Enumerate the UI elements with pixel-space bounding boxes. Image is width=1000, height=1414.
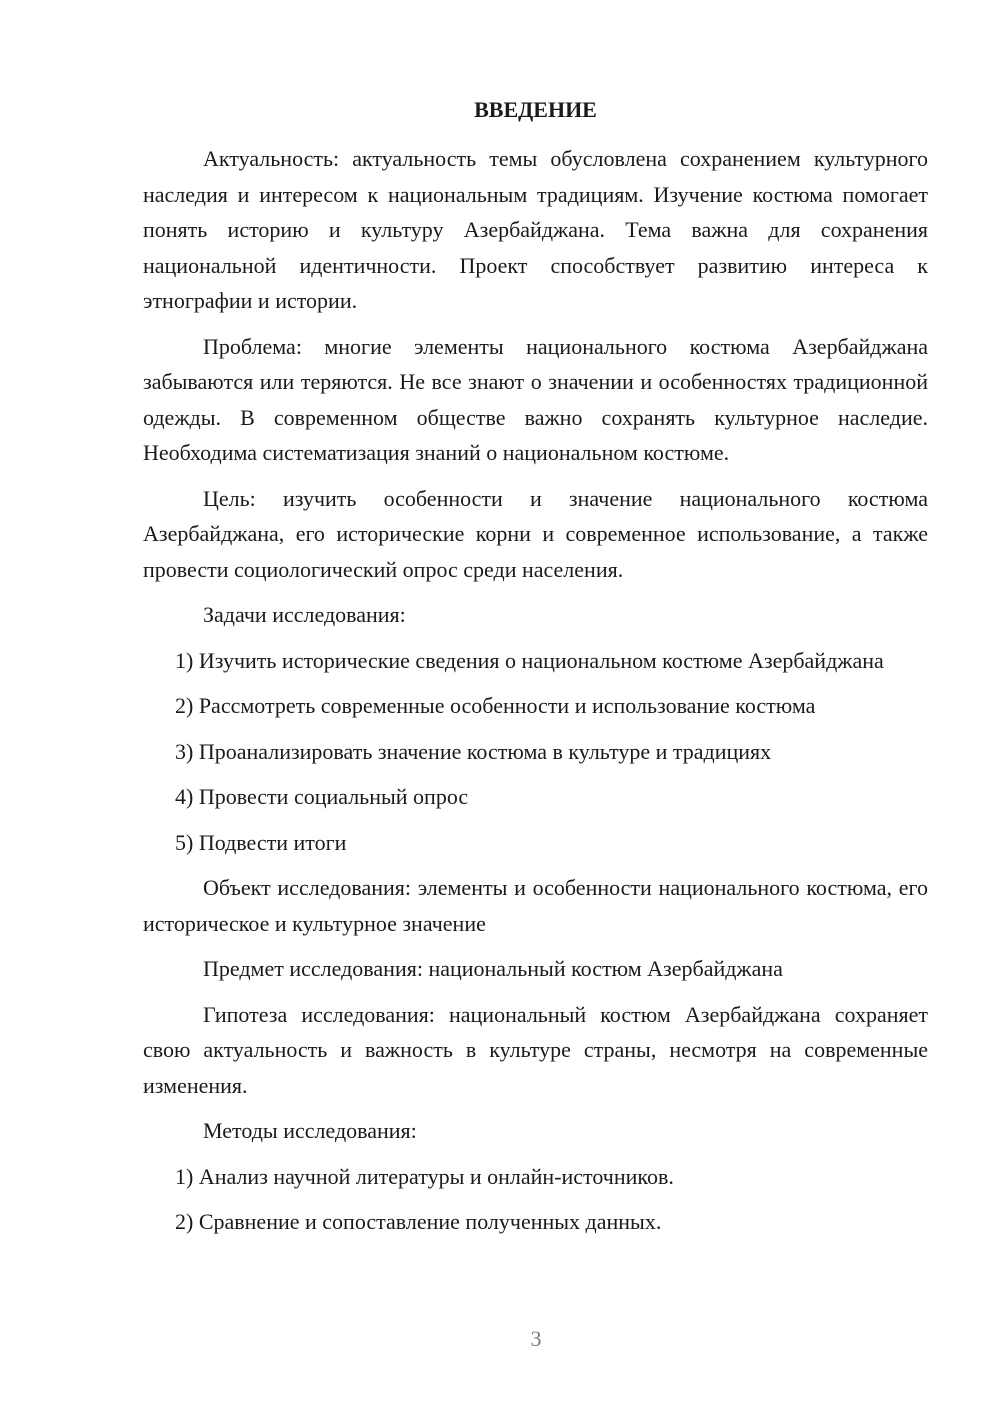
goal-paragraph: Цель: изучить особенности и значение национального костюма Азербайджана, его исторические корни и современное использование, а также провести социологический опрос среди населения. bbox=[143, 485, 928, 582]
task-item: 5) Подвести итоги bbox=[175, 829, 347, 855]
task-item: 1) Изучить исторические сведения о национальном костюме Азербайджана bbox=[175, 647, 884, 673]
page-title: ВВЕДЕНИЕ bbox=[474, 97, 597, 122]
document-body bbox=[143, 92, 928, 1250]
subject-paragraph: Предмет исследования: национальный костюм Азербайджана bbox=[203, 956, 783, 981]
relevance-paragraph: Актуальность: актуальность темы обусловлена сохранением культурного наследия и интересом к национальным традициям. Изучение костюма помогает понять историю и культуру Азербайджана. Тема важна для сохранения национальной идентичности. Проект способствует развитию интереса к этнографии и истории. bbox=[143, 146, 928, 313]
hypothesis-paragraph: Гипотеза исследования: национальный костюм Азербайджана сохраняет свою актуальность и важность в культуре страны, несмотря на современные изменения. bbox=[143, 1001, 928, 1098]
problem-paragraph: Проблема: многие элементы национального костюма Азербайджана забываются или теряются. Не все знают о значении и особенностях традиционной одежды. В современном обществе важно сохранять культурное наследие. Необходима систематизация знаний о национальном костюме. bbox=[143, 333, 928, 465]
method-item: 1) Анализ научной литературы и онлайн-источников. bbox=[175, 1163, 674, 1189]
methods-heading: Методы исследования: bbox=[203, 1118, 417, 1143]
object-paragraph: Объект исследования: элементы и особенности национального костюма, его историческое и культурное значение bbox=[143, 875, 928, 936]
task-item: 3) Проанализировать значение костюма в культуре и традициях bbox=[175, 738, 772, 764]
method-item: 2) Сравнение и сопоставление полученных данных. bbox=[175, 1209, 662, 1234]
task-item: 2) Рассмотреть современные особенности и использование костюма bbox=[175, 693, 816, 718]
task-item: 4) Провести социальный опрос bbox=[175, 784, 469, 809]
tasks-heading: Задачи исследования: bbox=[203, 602, 406, 627]
page-number: 3 bbox=[530, 1326, 542, 1351]
